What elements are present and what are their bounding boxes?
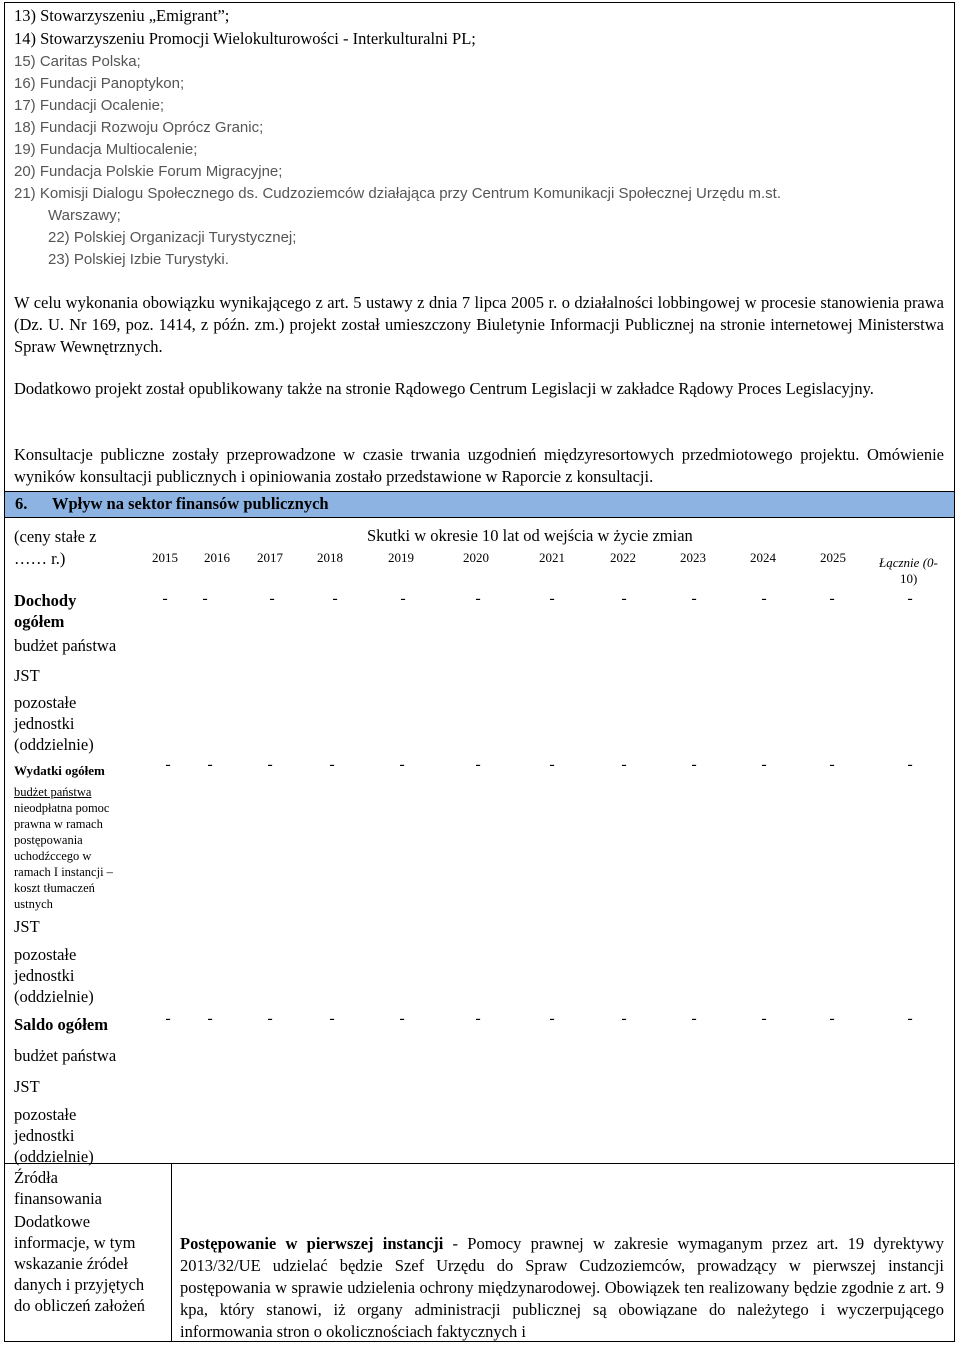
row-label-line: wskazanie źródeł <box>14 1254 129 1273</box>
value-cell: - <box>621 756 627 773</box>
value-cell: - <box>621 1010 627 1027</box>
value-cell: - <box>907 756 913 773</box>
row-label-line: ustnych <box>14 897 53 911</box>
row-label-line: prawna w ramach <box>14 817 103 831</box>
year-header: 2019 <box>388 550 414 565</box>
value-cell: - <box>400 590 406 607</box>
value-cell: - <box>691 756 697 773</box>
lobbying-paragraph: W celu wykonania obowiązku wynikającego z art. 5 ustawy z dnia 7 lipca 2005 r. o działalności lobbingowej w procesie stanowienia prawa (Dz. U. Nr 169, poz. 1414, z późn. zm.) projekt został umieszczony Biuletynie Informacji Publicznej na stronie internetowej Ministerstwa Spraw Wewnętrznych. <box>14 293 944 356</box>
year-header: 2024 <box>750 550 776 565</box>
value-cell: - <box>691 1010 697 1027</box>
value-cell: - <box>761 1010 767 1027</box>
row-label-line: ramach I instancji – <box>14 865 113 879</box>
value-cell: - <box>829 1010 835 1027</box>
value-cell: - <box>332 590 338 607</box>
additional-info-text <box>180 1233 944 1343</box>
price-label: …… r.) <box>14 549 66 568</box>
value-cell: - <box>549 1010 555 1027</box>
value-cell: - <box>165 1010 171 1027</box>
value-cell: - <box>399 1010 405 1027</box>
list-item: 14) Stowarzyszeniu Promocji Wielokulturowości - Interkulturalni PL; <box>14 29 476 48</box>
price-label: (ceny stałe z <box>14 527 97 546</box>
value-cell: - <box>691 590 697 607</box>
list-item: 21) Komisji Dialogu Społecznego ds. Cudzoziemców działająca przy Centrum Komunikacji Społecznej Urzędu m.st. <box>14 185 782 202</box>
total-header: 10) <box>900 571 918 586</box>
consultation-paragraph: Konsultacje publiczne zostały przeprowadzone w czasie trwania uzgodnień międzyresortowych przedmiotowego projektu. Omówienie wyników konsultacji publicznych i opiniowania zostało przedstawione w Raporcie z konsultacji. <box>14 445 944 486</box>
list-item: 18) Fundacji Rozwoju Oprócz Granic; <box>14 119 264 136</box>
row-label-other: pozostałe <box>14 945 77 964</box>
row-label-line: danych i przyjętych <box>14 1275 145 1294</box>
value-cell: - <box>475 756 481 773</box>
row-label-income: Dochody <box>14 591 77 610</box>
value-cell: - <box>829 756 835 773</box>
value-cell: - <box>162 590 168 607</box>
row-label-jst: JST <box>14 1077 40 1096</box>
value-cell: - <box>267 1010 273 1027</box>
year-header: 2023 <box>680 550 706 565</box>
row-label-other: (oddzielnie) <box>14 1147 94 1166</box>
year-header: 2021 <box>539 550 565 565</box>
value-cell: - <box>399 756 405 773</box>
row-label-line: Dodatkowe <box>14 1212 91 1231</box>
year-header: 2025 <box>820 550 846 565</box>
value-cell: - <box>202 590 208 607</box>
row-label-income: ogółem <box>14 612 65 631</box>
value-cell: - <box>907 590 913 607</box>
year-header: 2016 <box>204 550 230 565</box>
row-label-line: do obliczeń założeń <box>14 1296 146 1315</box>
legislation-paragraph: Dodatkowo projekt został opublikowany także na stronie Rądowego Centrum Legislacji w zakładce Rądowy Proces Legislacyjny. <box>14 379 874 398</box>
row-label-other: jednostki <box>14 714 75 733</box>
row-label-other: pozostałe <box>14 693 77 712</box>
row-label-expenses: Wydatki ogółem <box>14 763 105 778</box>
row-label-other: jednostki <box>14 966 75 985</box>
row-label-line: koszt tłumaczeń <box>14 881 95 895</box>
value-cell: - <box>621 590 627 607</box>
row-label-funding-sources: finansowania <box>14 1189 102 1208</box>
table-divider <box>171 1163 172 1341</box>
value-cell: - <box>761 590 767 607</box>
value-cell: - <box>761 756 767 773</box>
list-item: 23) Polskiej Izbie Turystyki. <box>48 251 229 268</box>
row-label-line: informacje, w tym <box>14 1233 136 1252</box>
info-body: - Pomocy prawnej w zakresie wymaganym przez art. 19 dyrektywy 2013/32/UE udzielać będzie Szef Urzędu do Spraw Cudzoziemców, prowadzący w pierwszej instancji postępowania w sprawie udzielenia ochrony międzynarodowej. Obowiązek ten realizowany będzie zgodnie z art. 9 kpa, który stanowi, iż organy administracji publicznej są obowiązane do należytego i wyczerpującego informowania stron o okolicznościach faktycznych i <box>180 1234 944 1341</box>
list-item: 20) Fundacja Polskie Forum Migracyjne; <box>14 163 283 180</box>
row-label-other: (oddzielnie) <box>14 987 94 1006</box>
row-label-other: jednostki <box>14 1126 75 1145</box>
section-title: Wpływ na sektor finansów publicznych <box>52 494 329 513</box>
row-label-other: pozostałe <box>14 1105 77 1124</box>
row-label-balance: Saldo ogółem <box>14 1015 108 1034</box>
row-label-funding-sources: Źródła <box>14 1168 58 1187</box>
value-cell: - <box>549 756 555 773</box>
table-divider <box>5 1163 954 1164</box>
year-header: 2020 <box>463 550 489 565</box>
value-cell: - <box>207 1010 213 1027</box>
list-item: 19) Fundacja Multiocalenie; <box>14 141 198 158</box>
list-item: 22) Polskiej Organizacji Turystycznej; <box>48 229 297 246</box>
year-header: 2015 <box>152 550 178 565</box>
effects-header: Skutki w okresie 10 lat od wejścia w życie zmian <box>367 526 693 545</box>
row-label-other: (oddzielnie) <box>14 735 94 754</box>
value-cell: - <box>267 756 273 773</box>
list-item: 13) Stowarzyszeniu „Emigrant”; <box>14 6 230 25</box>
list-item: 15) Caritas Polska; <box>14 53 141 70</box>
row-label-state-budget: budżet państwa <box>14 1046 117 1065</box>
value-cell: - <box>549 590 555 607</box>
section-header <box>5 491 954 518</box>
value-cell: - <box>269 590 275 607</box>
value-cell: - <box>207 756 213 773</box>
list-item: Warszawy; <box>48 207 121 224</box>
row-label-jst: JST <box>14 917 40 936</box>
value-cell: - <box>907 1010 913 1027</box>
row-label-jst: JST <box>14 666 40 685</box>
row-label-state-budget: budżet państwa <box>14 636 117 655</box>
value-cell: - <box>165 756 171 773</box>
year-header: 2022 <box>610 550 636 565</box>
year-header: 2017 <box>257 550 283 565</box>
row-label-line: uchodźccego w <box>14 849 92 863</box>
row-label-line: postępowania <box>14 833 83 847</box>
value-cell: - <box>475 1010 481 1027</box>
section-number: 6. <box>15 494 28 513</box>
list-item: 16) Fundacji Panoptykon; <box>14 75 185 92</box>
value-cell: - <box>329 756 335 773</box>
total-header: Łącznie (0- <box>879 555 938 570</box>
value-cell: - <box>829 590 835 607</box>
value-cell: - <box>329 1010 335 1027</box>
info-bold-heading: Postępowanie w pierwszej instancji <box>180 1234 444 1253</box>
list-item: 17) Fundacji Ocalenie; <box>14 97 165 114</box>
row-label-line: nieodpłatna pomoc <box>14 801 110 815</box>
value-cell: - <box>475 590 481 607</box>
row-label-state-budget: budżet państwa <box>14 785 92 799</box>
year-header: 2018 <box>317 550 343 565</box>
